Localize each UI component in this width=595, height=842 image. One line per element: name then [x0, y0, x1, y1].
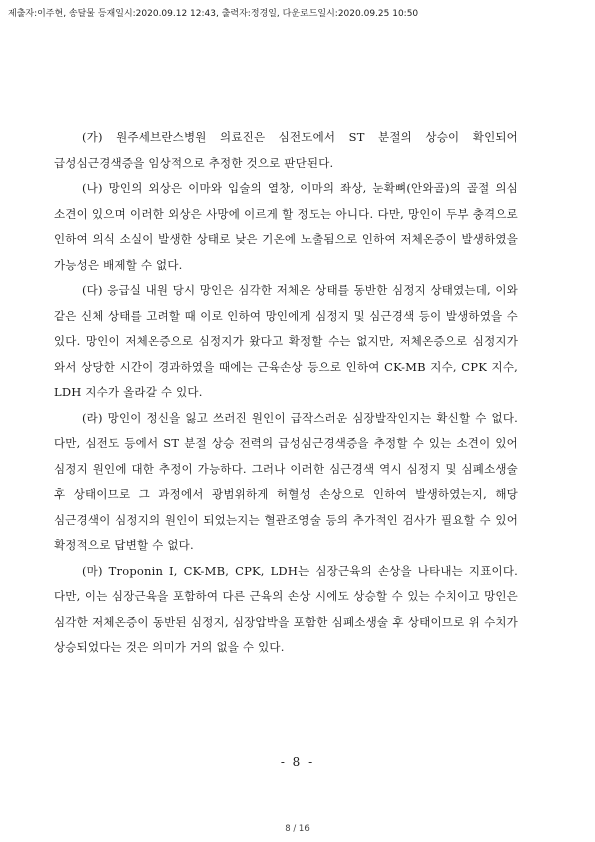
page-number: - 8 - — [280, 755, 315, 769]
paragraph-ra: (라) 망인이 정신을 잃고 쓰러진 원인이 급작스러운 심장발작인지는 확신할 수 없다. 다만, 심전도 등에서 ST 분절 상승 전력의 급성심근경색증을 추정할 수 있는 소견이 있어 심정지 원인에 대한 추정이 가능하다. 그러나 이러한 심근경색 역시 심정지 및 심폐소생술 후 상태이므로 그 과정에서 광범위하게 허혈성 손상으로 인하여 발생하였는지, 해당 심근경색이 심정지의 원인이 되었는지는 혈관조영술 등의 추가적인 검사가 필요할 수 있어 확정적으로 답변할 수 없다. — [54, 410, 518, 552]
document-body — [54, 125, 518, 661]
document-header-meta: 제출자:이주현, 송달물 등재일시:2020.09.12 12:43, 출력자:정경일, 다운로드일시:2020.09.25 10:50 — [8, 9, 419, 19]
paragraph-da: (다) 응급실 내원 당시 망인은 심각한 저체온 상태를 동반한 심정지 상태였는데, 이와 같은 신체 상태를 고려할 때 이로 인하여 망인에게 심정지 및 심근경색 등이 발생하였을 수 있다. 망인이 저체온증으로 심정지가 왔다고 확정할 수는 없지만, 저체온증으로 심정지가 와서 상당한 시간이 경과하였을 때에는 근육손상 등으로 인하여 CK-MB 지수, CPK 지수, LDH 지수가 올라갈 수 있다. — [54, 283, 518, 399]
paragraph-na: (나) 망인의 외상은 이마와 입술의 열창, 이마의 좌상, 눈확뼈(안와골)의 골절 의심 소견이 있으며 이러한 외상은 사망에 이르게 할 정도는 아니다. 다만, 망인이 두부 충격으로 인하여 의식 소실이 발생한 상태로 낮은 기온에 노출됨으로 인하여 저체온증이 발생하였을 가능성은 배제할 수 없다. — [54, 181, 518, 272]
page-counter: 8 / 16 — [285, 824, 310, 834]
paragraph-ma: (마) Troponin I, CK-MB, CPK, LDH는 심장근육의 손상을 나타내는 지표이다. 다만, 이는 심장근육을 포함하여 다른 근육의 손상 시에도 상승할 수 있는 수치이고 망인은 심각한 저체온증이 동반된 심정지, 심장압박을 포함한 심폐소생술 후 상태이므로 위 수치가 상승되었다는 것은 의미가 거의 없을 수 있다. — [54, 563, 518, 654]
paragraph-ga: (가) 원주세브란스병원 의료진은 심전도에서 ST 분절의 상승이 확인되어 급성심근경색증을 임상적으로 추정한 것으로 판단된다. — [54, 130, 518, 170]
